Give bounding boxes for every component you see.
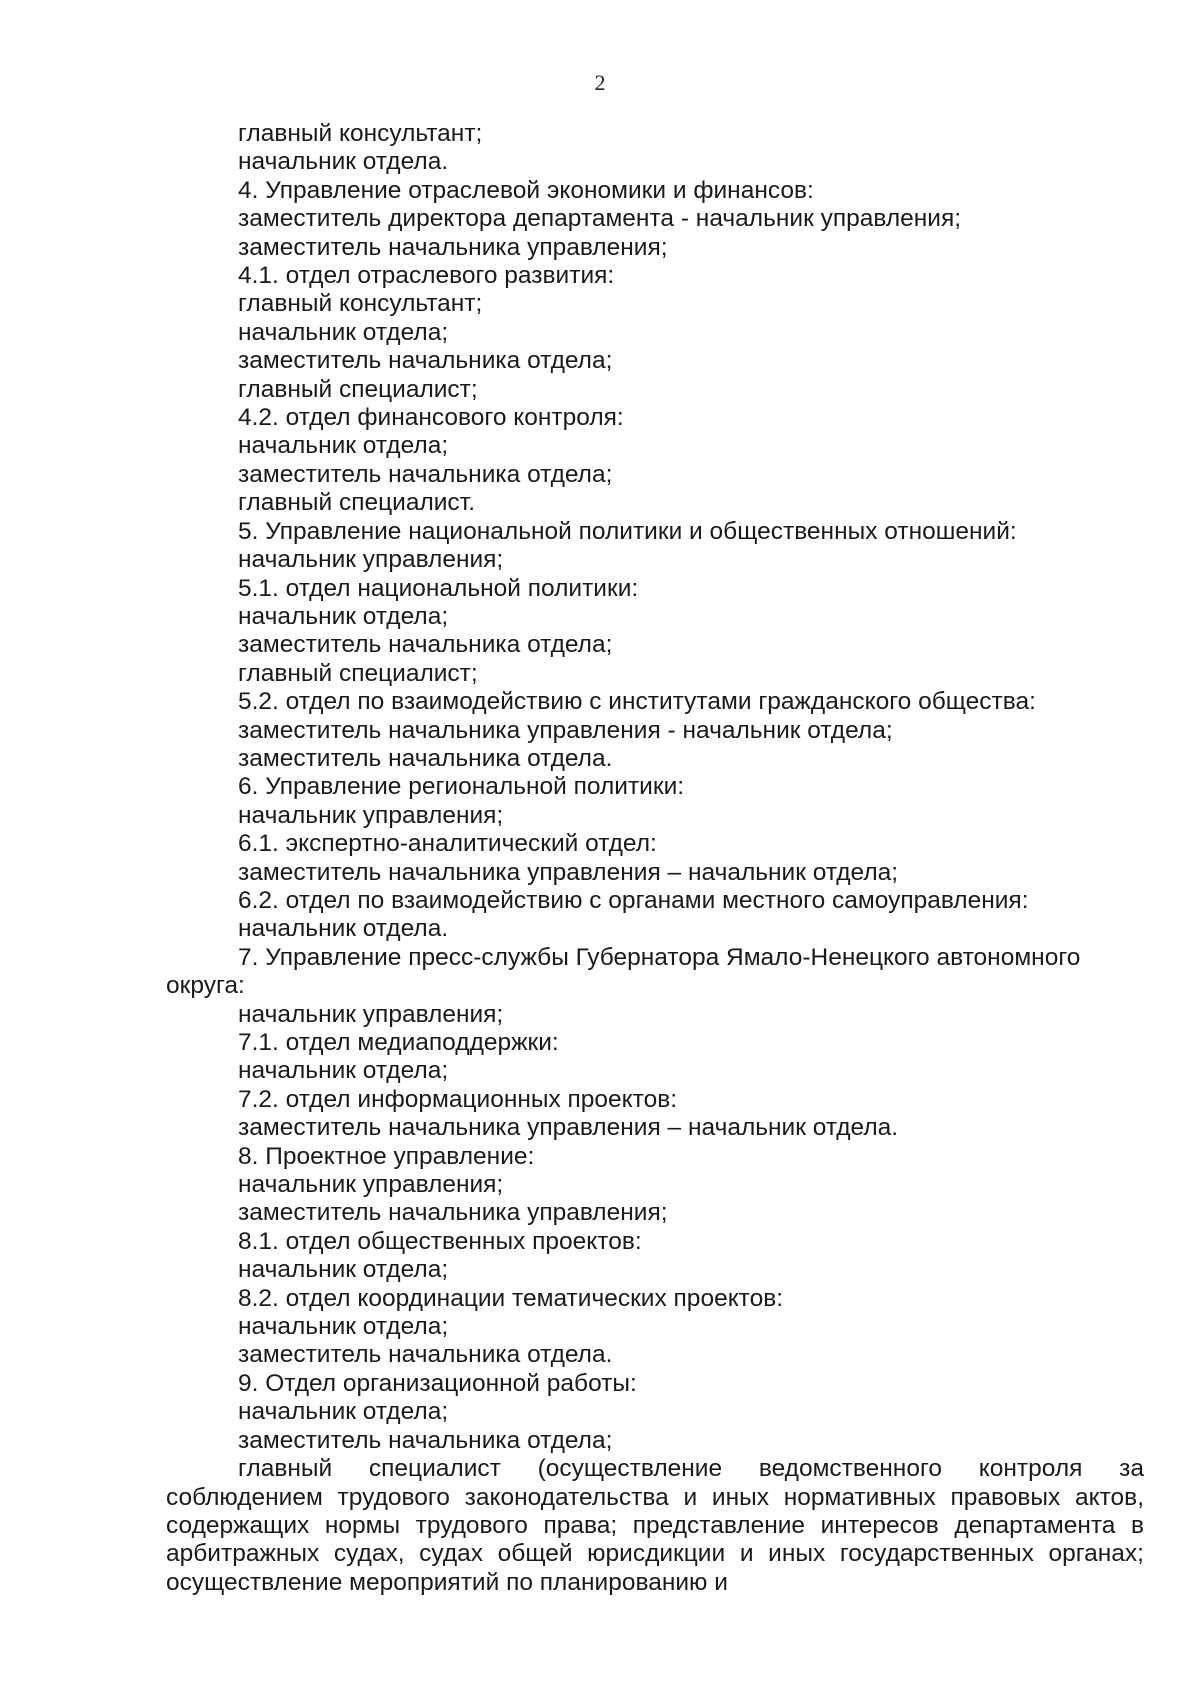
- document-line: заместитель начальника отдела;: [238, 347, 613, 375]
- document-line: 9. Отдел организационной работы:: [238, 1369, 637, 1397]
- paragraph-section-7: 7. Управление пресс-службы Губернатора Ямало-Ненецкого автономного округа:: [166, 943, 1081, 1000]
- document-line: начальник отдела.: [238, 148, 449, 176]
- document-line: начальник отдела;: [238, 602, 449, 630]
- document-line: начальник управления;: [238, 1000, 504, 1028]
- document-line: заместитель начальника управления - начальник отдела;: [238, 716, 893, 744]
- document-line: заместитель директора департамента - начальник управления;: [238, 205, 962, 233]
- document-line: 7.1. отдел медиаподдержки:: [238, 1029, 559, 1056]
- document-line: заместитель начальника отдела;: [238, 1426, 613, 1454]
- document-line: 8.1. отдел общественных проектов:: [238, 1227, 642, 1255]
- document-line: заместитель начальника отдела.: [238, 1341, 613, 1369]
- document-line: главный консультант;: [238, 120, 483, 147]
- document-line: 8. Проектное управление:: [238, 1142, 535, 1170]
- document-line: заместитель начальника управления – начальник отдела;: [238, 858, 899, 886]
- document-line: 5.2. отдел по взаимодействию с институтами гражданского общества:: [238, 688, 1036, 716]
- document-line: начальник управления;: [238, 546, 504, 574]
- document-line: главный консультант;: [238, 290, 483, 318]
- document-line: 4.1. отдел отраслевого развития:: [238, 262, 615, 290]
- document-line: начальник отдела;: [238, 318, 449, 346]
- document-line: главный специалист;: [238, 375, 478, 403]
- document-line: 7.2. отдел информационных проектов:: [238, 1085, 678, 1113]
- paragraph-chief-specialist: главный специалист (осуществление ведомственного контроля за соблюдением трудового законодательства и иных нормативных правовых актов, содержащих нормы трудового права; представление интересов департамента в арбитражных судах, судах общей юрисдикции и иных государственных органах; осуществление мероприятий по планированию и: [166, 1455, 1144, 1596]
- document-line: начальник отдела;: [238, 1256, 449, 1284]
- position-list-a: [166, 120, 1144, 944]
- document-body: [166, 120, 1144, 1597]
- document-line: 6.1. экспертно-аналитический отдел:: [238, 830, 657, 858]
- document-line: начальник управления;: [238, 801, 504, 829]
- document-line: 4.2. отдел финансового контроля:: [238, 404, 624, 432]
- document-line: 5. Управление национальной политики и общественных отношений:: [238, 517, 1017, 545]
- document-line: начальник отдела;: [238, 1313, 449, 1341]
- document-line: 6. Управление региональной политики:: [238, 773, 685, 801]
- document-line: заместитель начальника управления – начальник отдела.: [238, 1114, 899, 1142]
- document-line: начальник управления;: [238, 1171, 504, 1199]
- document-line: 6.2. отдел по взаимодействию с органами местного самоуправления:: [238, 886, 1029, 914]
- document-line: главный специалист;: [238, 659, 478, 687]
- document-line: заместитель начальника отдела;: [238, 631, 613, 659]
- document-line: заместитель начальника отдела;: [238, 460, 613, 488]
- document-line: заместитель начальника управления;: [238, 233, 668, 261]
- document-line: начальник отдела;: [238, 432, 449, 460]
- document-line: начальник отдела;: [238, 1398, 449, 1426]
- document-line: 8.2. отдел координации тематических проектов:: [238, 1284, 784, 1312]
- page-number: 2: [594, 70, 606, 95]
- document-line: заместитель начальника управления;: [238, 1199, 668, 1227]
- document-line: 5.1. отдел национальной политики:: [238, 574, 639, 602]
- position-list-b: [166, 1001, 1144, 1456]
- document-line: 4. Управление отраслевой экономики и финансов:: [238, 176, 814, 204]
- document-line: начальник отдела.: [238, 915, 449, 943]
- document-line: начальник отдела;: [238, 1057, 449, 1085]
- document-line: заместитель начальника отдела.: [238, 744, 613, 772]
- document-line: главный специалист.: [238, 489, 475, 517]
